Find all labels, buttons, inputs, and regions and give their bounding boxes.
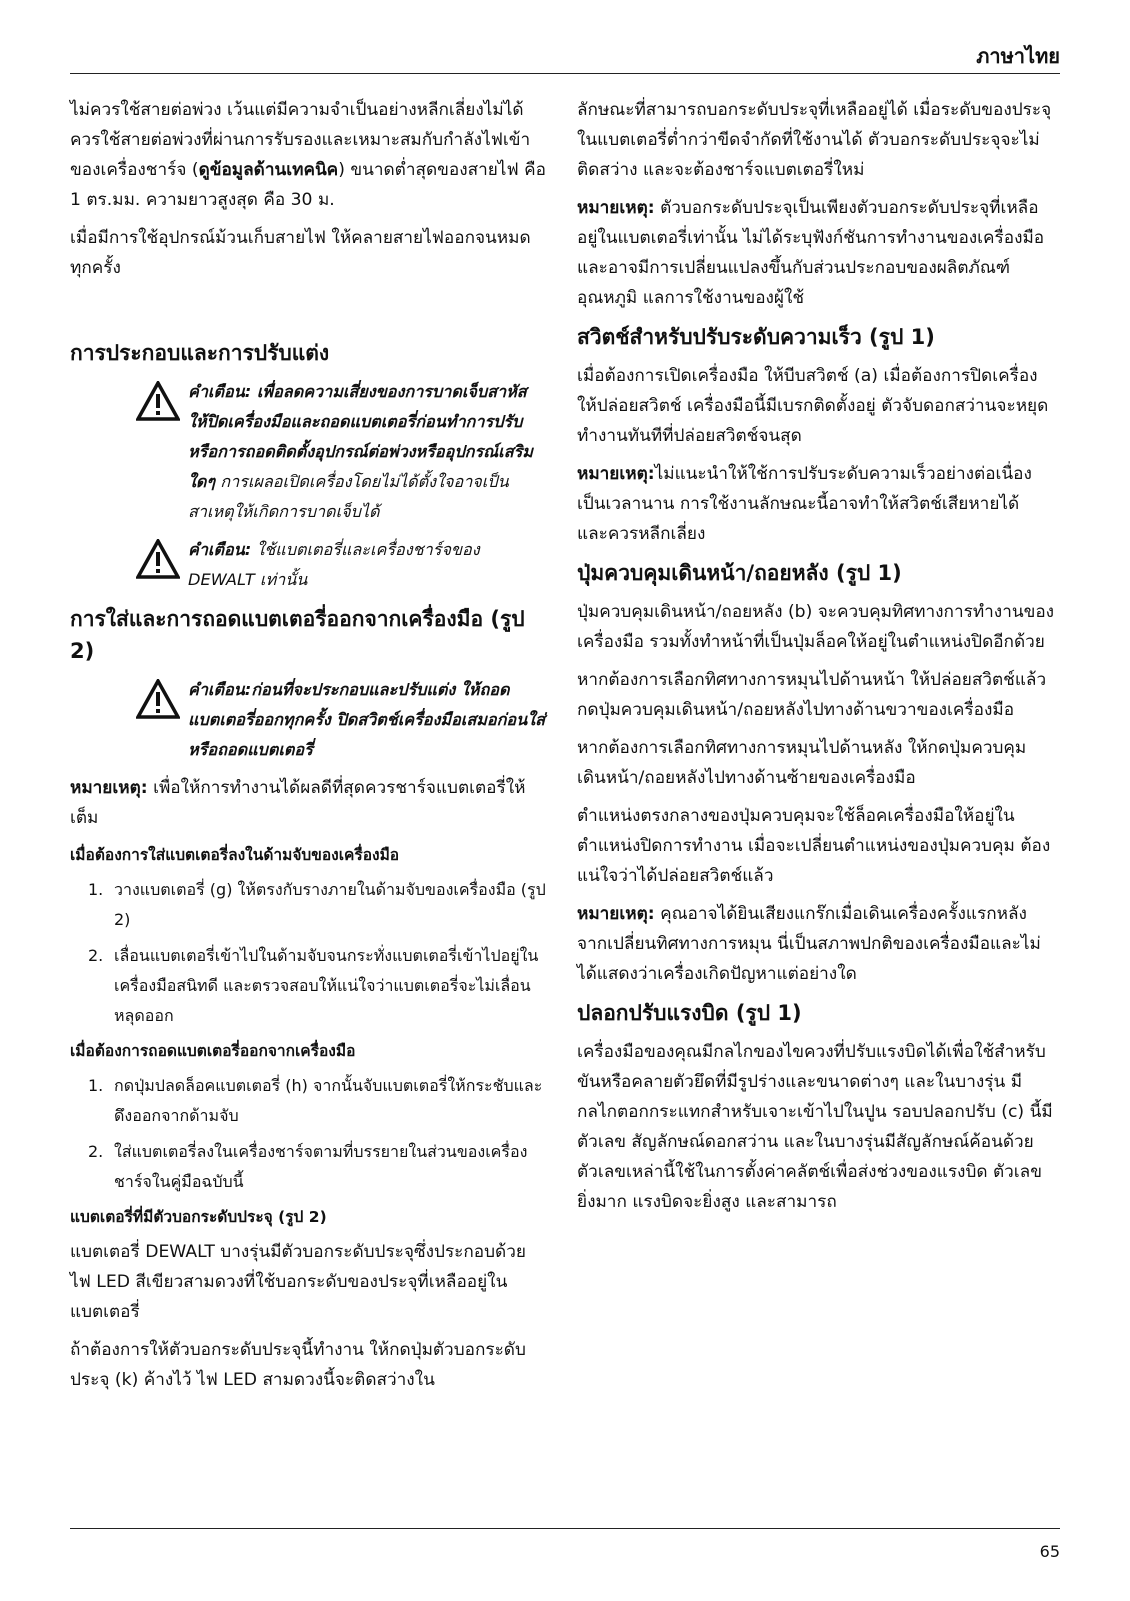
warning-triangle-icon	[136, 377, 180, 527]
list-item: 1. วางแบตเตอรี่ (g) ให้ตรงกับรางภายในด้ามจับของเครื่องมือ (รูป 2)	[88, 880, 546, 929]
extension-cord-paragraph: ไม่ควรใช้สายต่อพ่วง เว้นแต่มีความจำเป็นอย่างหลีกเลี่ยงไม่ได้ ควรใช้สายต่อพ่วงที่ผ่านการรับรองและเหมาะสมกับกำลังไฟเข้าของเครื่องชาร์จ (ดูข้อมูลด้านเทคนิค) ขนาดต่ำสุดของสายไฟ คือ 1 ตร.มม. ความยาวสูงสุด คือ 30 ม.	[70, 100, 546, 210]
right-column	[577, 95, 1055, 1225]
forward-reverse-paragraph-1: ปุ่มควบคุมเดินหน้า/ถอยหลัง (b) จะควบคุมทิศทางการทำงานของเครื่องมือ รวมทั้งทำหน้าที่เป็นปุ่มล็อคให้อยู่ในตำแหน่งปิดอีกด้วย	[577, 602, 1055, 652]
remove-steps-list	[70, 1071, 546, 1197]
left-column	[70, 95, 546, 1403]
page-language-label: ภาษาไทย	[976, 44, 1060, 68]
forward-reverse-paragraph-3: หากต้องการเลือกทิศทางการหมุนไปด้านหลัง ให้กดปุ่มควบคุมเดินหน้า/ถอยหลังไปทางด้านซ้ายของเครื่องมือ	[577, 738, 1027, 788]
assembly-heading: การประกอบและการปรับแต่ง	[70, 341, 330, 365]
list-item: 2. เลื่อนแบตเตอรี่เข้าไปในด้ามจับจนกระทั่งแบตเตอรี่เข้าไปอยู่ในเครื่องมือสนิทดี และตรวจสอบให้แน่ใจว่าแบตเตอรี่จะไม่เลื่อนหลุดออก	[88, 946, 539, 1025]
page-number: 65	[1039, 1542, 1060, 1561]
speed-switch-paragraph: เมื่อต้องการเปิดเครื่องมือ ให้บีบสวิตช์ (a) เมื่อต้องการปิดเครื่องให้ปล่อยสวิตช์ เครื่องมือนี้มีเบรกติดตั้งอยู่ ตัวจับดอกสว่านจะหยุดทำงานทันทีที่ปล่อยสวิตช์จนสุด	[577, 366, 1049, 446]
torque-collar-paragraph: เครื่องมือของคุณมีกลไกของไขควงที่ปรับแรงบิดได้เพื่อใช้สำหรับขันหรือคลายตัวยึดที่มีรูปร่างและขนาดต่างๆ และในบางรุ่น มีกลไกตอกกระแทกสำหรับเจาะเข้าไปในปูน รอบปลอกปรับ (c) นี้มีตัวเลข สัญลักษณ์ดอกสว่าน และในบางรุ่นมีสัญลักษณ์ค้อนด้วย ตัวเลขเหล่านี้ใช้ในการตั้งค่าคลัตช์เพื่อส่งช่วงของแรงบิด ตัวเลขยิ่งมาก แรงบิดจะยิ่งสูง และสามารถ	[577, 1042, 1053, 1212]
forward-reverse-paragraph-4: ตำแหน่งตรงกลางของปุ่มควบคุมจะใช้ล็อคเครื่องมือให้อยู่ในตำแหน่งปิดการทำงาน เมื่อจะเปลี่ยนตำแหน่งของปุ่มควบคุม ต้องแน่ใจว่าได้ปล่อยสวิตช์แล้ว	[577, 806, 1051, 886]
remove-battery-subheading: เมื่อต้องการถอดแบตเตอรี่ออกจากเครื่องมือ	[70, 1042, 356, 1060]
insert-battery-subheading: เมื่อต้องการใส่แบตเตอรี่ลงในด้ามจับของเครื่องมือ	[70, 846, 400, 864]
warning-block-3: คำเตือน:ก่อนที่จะประกอบและปรับแต่ง ให้ถอดแบตเตอรี่ออกทุกครั้ง ปิดสวิตช์เครื่องมือเสมอก่อนใส่หรือถอดแบตเตอรี่	[70, 675, 546, 765]
list-item: 1. กดปุ่มปลดล็อคแบตเตอรี่ (h) จากนั้นจับแบตเตอรี่ให้กระชับและดึงออกจากด้ามจับ	[88, 1076, 543, 1125]
fuel-gauge-paragraph-1: แบตเตอรี่ DEWALT บางรุ่นมีตัวบอกระดับประจุซึ่งประกอบด้วยไฟ LED สีเขียวสามดวงที่ใช้บอกระดับของประจุที่เหลืออยู่ในแบตเตอรี่	[70, 1242, 526, 1322]
note-click-sound: หมายเหตุ: คุณอาจได้ยินเสียงแกร๊กเมื่อเดินเครื่องครั้งแรกหลังจากเปลี่ยนทิศทางการหมุน นี่เป็นสภาพปกติของเครื่องมือและไม่ได้แสดงว่าเครื่องเกิดปัญหาแต่อย่างใด	[577, 904, 1041, 984]
fuel-gauge-paragraph-2: ถ้าต้องการให้ตัวบอกระดับประจุนี้ทำงาน ให้กดปุ่มตัวบอกระดับประจุ (k) ค้างไว้ ไฟ LED สามดวงนี้จะติดสว่างใน	[70, 1340, 526, 1390]
technical-data-ref: ดูข้อมูลด้านเทคนิค	[198, 160, 339, 180]
list-item: 2. ใส่แบตเตอรี่ลงในเครื่องชาร์จตามที่บรรยายในส่วนของเครื่องชาร์จในคู่มือฉบับนี้	[88, 1142, 528, 1191]
spacer	[70, 291, 546, 337]
cord-reel-paragraph: เมื่อมีการใช้อุปกรณ์ม้วนเก็บสายไฟ ให้คลายสายไฟออกจนหมดทุกครั้ง	[70, 228, 531, 278]
battery-install-heading: การใส่และการถอดแบตเตอรี่ออกจากเครื่องมือ (รูป 2)	[70, 607, 525, 663]
footer-divider	[70, 1528, 1060, 1529]
note-speed-switch: หมายเหตุ:ไม่แนะนำให้ใช้การปรับระดับความเร็วอย่างต่อเนื่องเป็นเวลานาน การใช้งานลักษณะนี้อาจทำให้สวิตช์เสียหายได้ และควรหลีกเลี่ยง	[577, 464, 1032, 544]
note-full-charge: หมายเหตุ: เพื่อให้การทำงานได้ผลดีที่สุดควรชาร์จแบตเตอรี่ให้เต็ม	[70, 778, 526, 828]
warning-block-2: คำเตือน: ใช้แบตเตอรี่และเครื่องชาร์จของ DEWALT เท่านั้น	[70, 535, 546, 595]
warning-block-1: คำเตือน: เพื่อลดความเสี่ยงของการบาดเจ็บสาหัส ให้ปิดเครื่องมือและถอดแบตเตอรี่ก่อนทำการปรับหรือการถอดติดตั้งอุปกรณ์ต่อพ่วงหรืออุปกรณ์เสริมใดๆ การเผลอเปิดเครื่องโดยไม่ได้ตั้งใจอาจเป็นสาเหตุให้เกิดการบาดเจ็บได้	[70, 377, 546, 527]
insert-steps-list	[70, 875, 546, 1031]
forward-reverse-paragraph-2: หากต้องการเลือกทิศทางการหมุนไปด้านหน้า ให้ปล่อยสวิตช์แล้วกดปุ่มควบคุมเดินหน้า/ถอยหลังไปทางด้านขวาของเครื่องมือ	[577, 670, 1047, 720]
speed-switch-heading: สวิตช์สำหรับปรับระดับความเร็ว (รูป 1)	[577, 325, 935, 349]
torque-collar-heading: ปลอกปรับแรงบิด (รูป 1)	[577, 1001, 802, 1025]
warning-triangle-icon	[136, 535, 180, 595]
warning-triangle-icon	[136, 675, 180, 765]
forward-reverse-heading: ปุ่มควบคุมเดินหน้า/ถอยหลัง (รูป 1)	[577, 561, 902, 585]
note-fuel-gauge: หมายเหตุ: ตัวบอกระดับประจุเป็นเพียงตัวบอกระดับประจุที่เหลืออยู่ในแบตเตอรี่เท่านั้น ไม่ได้ระบุฟังก์ชันการทำงานของเครื่องมือ และอาจมีการเปลี่ยนแปลงขึ้นกับส่วนประกอบของผลิตภัณฑ์ อุณหภูมิ แลการใช้งานของผู้ใช้	[577, 198, 1045, 308]
fuel-gauge-continued: ลักษณะที่สามารถบอกระดับประจุที่เหลืออยู่ได้ เมื่อระดับของประจุในแบตเตอรี่ต่ำกว่าขีดจำกัดที่ใช้งานได้ ตัวบอกระดับประจุจะไม่ติดสว่าง และจะต้องชาร์จแบตเตอรี่ใหม่	[577, 100, 1052, 180]
header-divider	[70, 73, 1060, 74]
fuel-gauge-subheading: แบตเตอรี่ที่มีตัวบอกระดับประจุ (รูป 2)	[70, 1208, 327, 1226]
